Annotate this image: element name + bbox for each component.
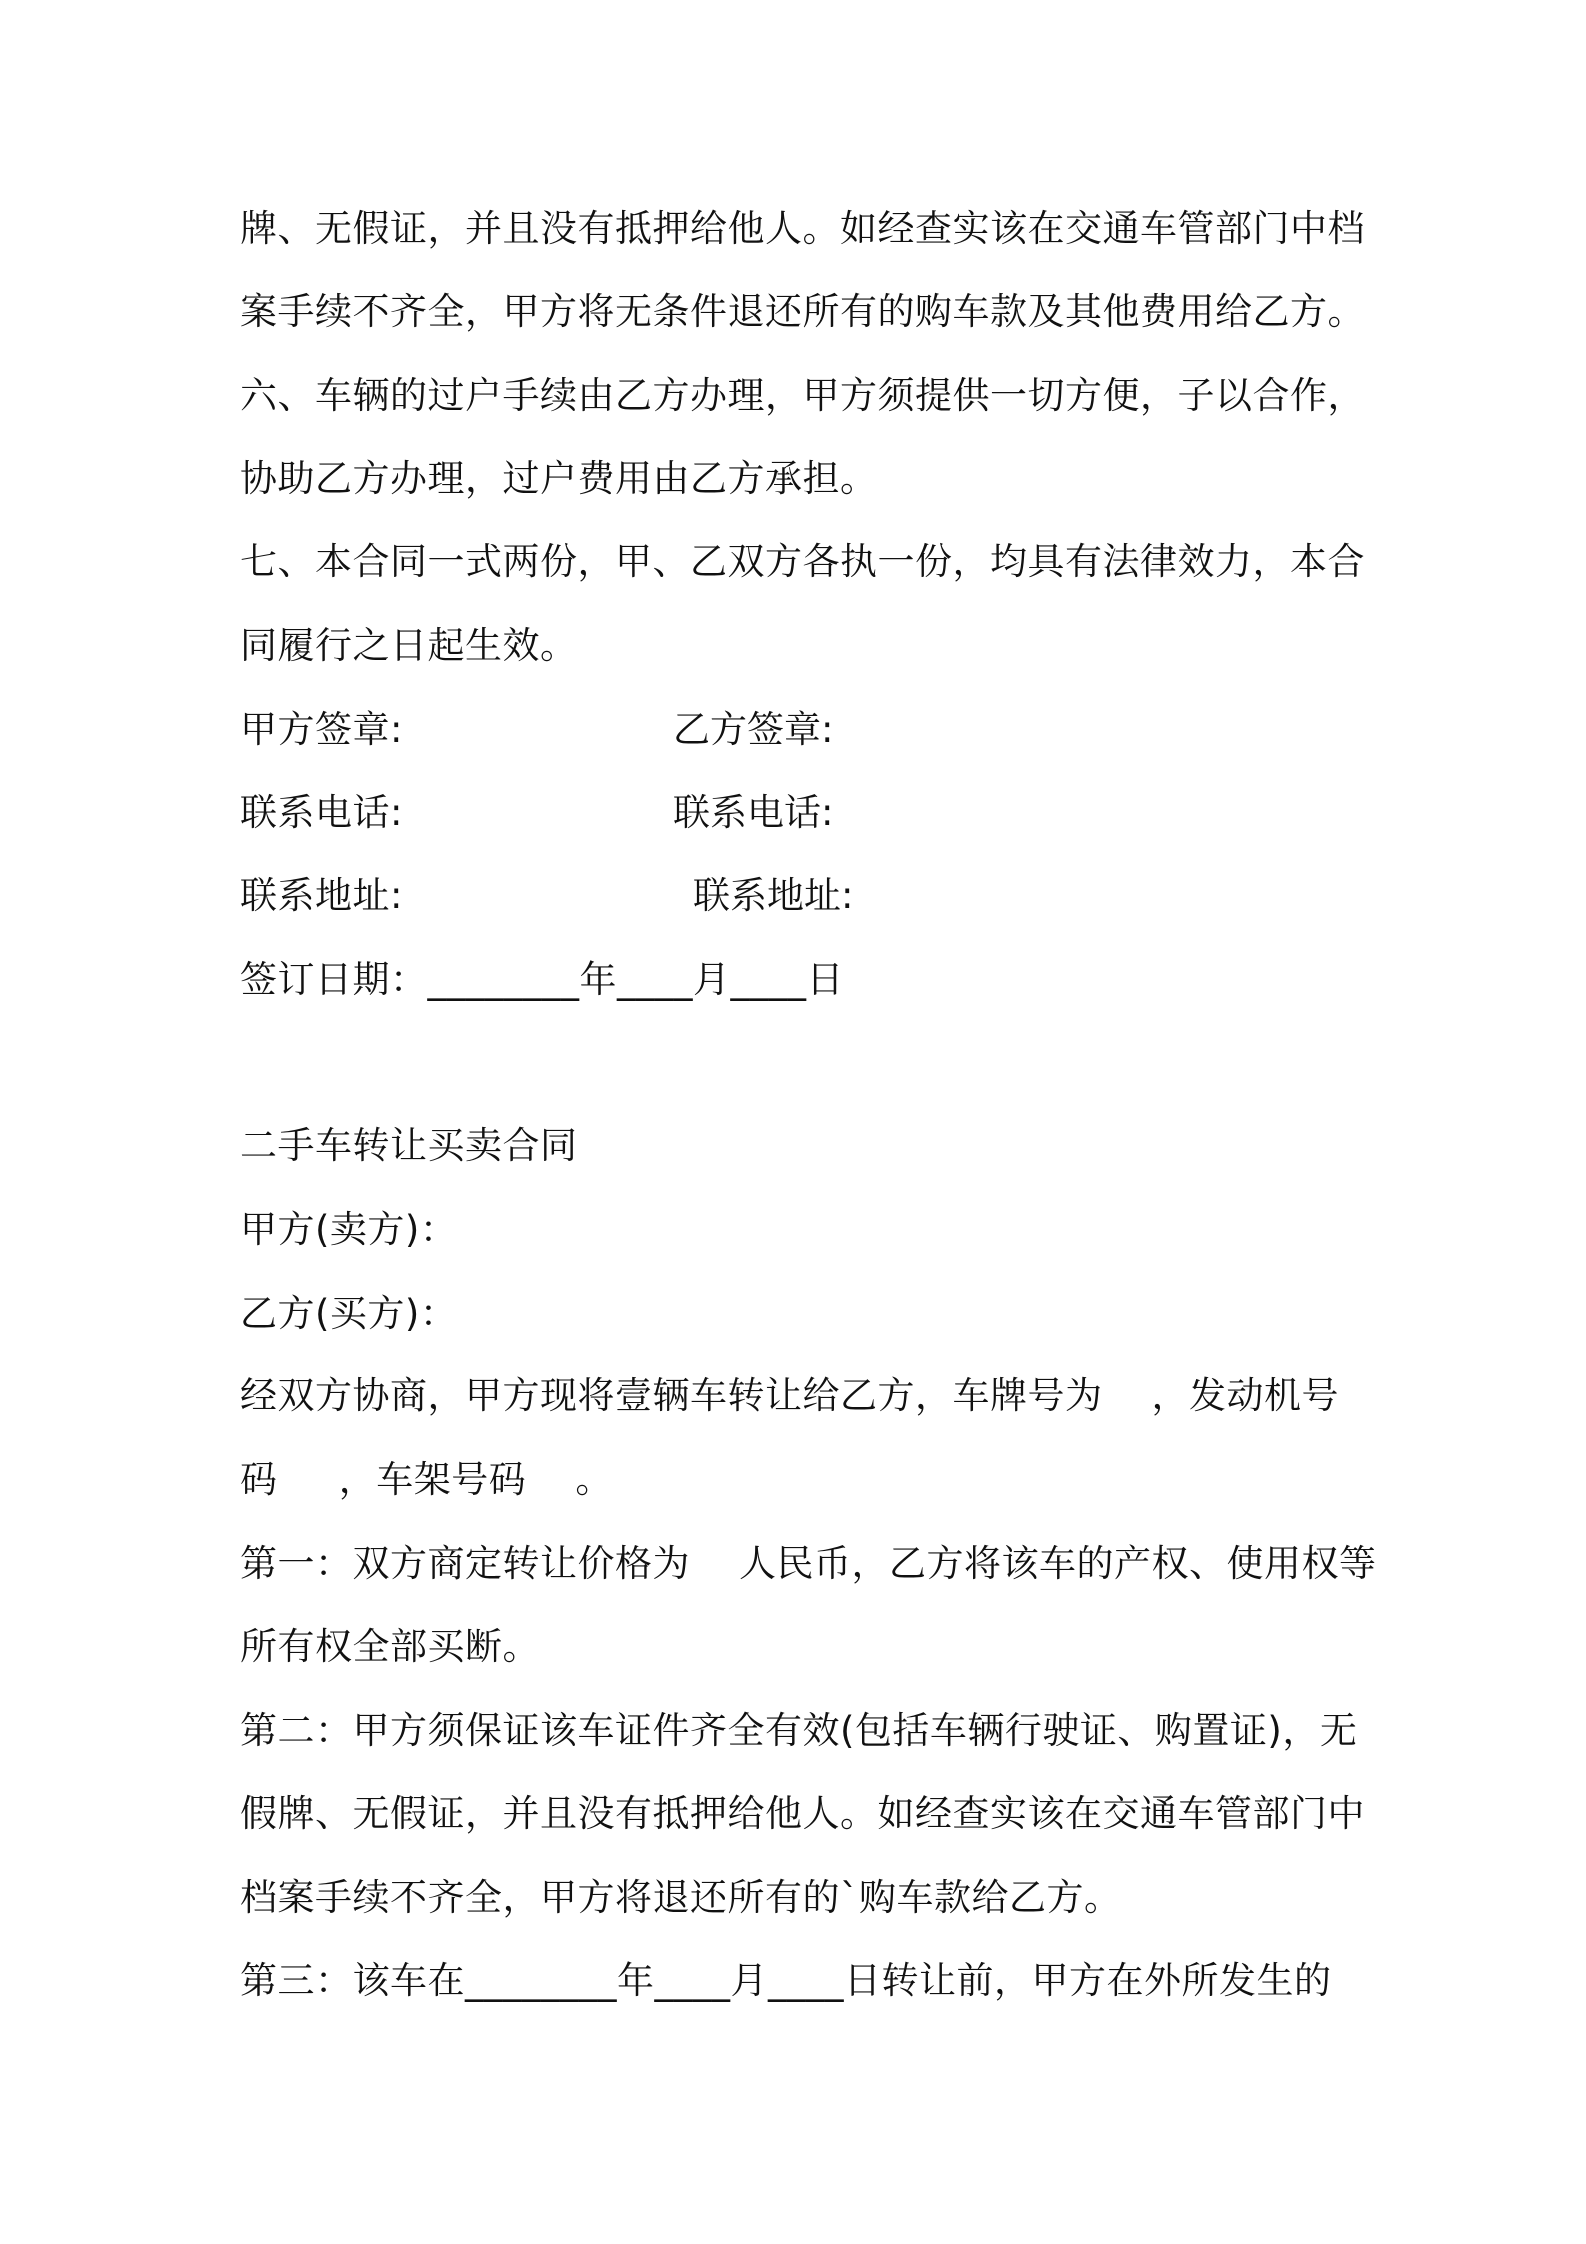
phone-a-label: 联系电话: <box>240 791 403 834</box>
party-a-seal-label: 甲方签章: <box>240 708 403 751</box>
clause-two-line: 假牌、无假证，并且没有抵押给他人。如经查实该在交通车管部门中 <box>240 1792 1365 1835</box>
clause-one-line: 所有权全部买断。 <box>240 1625 540 1668</box>
intro-line: 经双方协商，甲方现将壹辆车转让给乙方，车牌号为 ，发动机号 <box>240 1374 1340 1417</box>
paragraph-line: 牌、无假证，并且没有抵押给他人。如经查实该在交通车管部门中档 <box>240 207 1365 250</box>
contract-title: 二手车转让买卖合同 <box>240 1124 578 1167</box>
clause-seven-line: 同履行之日起生效。 <box>240 624 578 667</box>
party-b-seal-label: 乙方签章: <box>673 708 834 751</box>
sign-date-line: 签订日期：________年____月____日 <box>240 958 844 1001</box>
clause-six-line: 六、车辆的过户手续由乙方办理，甲方须提供一切方便，子以合作， <box>240 374 1365 417</box>
paragraph-line: 案手续不齐全，甲方将无条件退还所有的购车款及其他费用给乙方。 <box>240 290 1365 333</box>
clause-seven-line: 七、本合同一式两份，甲、乙双方各执一份，均具有法律效力，本合 <box>240 540 1365 583</box>
party-b-buyer: 乙方(买方)： <box>240 1292 458 1335</box>
address-a-label: 联系地址: <box>240 874 403 917</box>
party-a-seller: 甲方(卖方)： <box>240 1208 458 1251</box>
intro-line: 码 ，车架号码 。 <box>240 1458 613 1501</box>
address-b-label: 联系地址: <box>693 874 854 917</box>
phone-b-label: 联系电话: <box>673 791 834 834</box>
clause-two-line: 第二：甲方须保证该车证件齐全有效(包括车辆行驶证、购置证)，无 <box>240 1709 1358 1752</box>
clause-one-line: 第一：双方商定转让价格为 人民币，乙方将该车的产权、使用权等 <box>240 1542 1377 1585</box>
clause-six-line: 协助乙方办理，过户费用由乙方承担。 <box>240 457 878 500</box>
clause-two-line: 档案手续不齐全，甲方将退还所有的`购车款给乙方。 <box>240 1876 1122 1919</box>
clause-three-line: 第三：该车在________年____月____日转让前，甲方在外所发生的 <box>240 1959 1332 2002</box>
